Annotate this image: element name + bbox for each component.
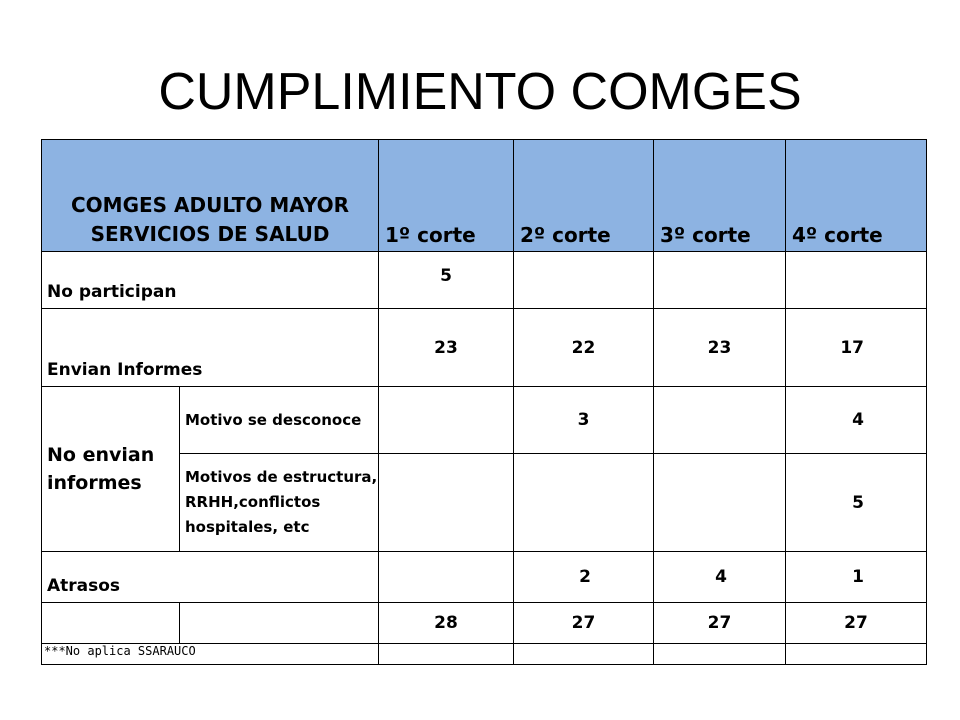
header-corte-2: 2º corte (514, 140, 654, 252)
sub-label: Motivos de estructura, RRHH,conflictos hospitales, etc (180, 454, 379, 552)
cell: 5 (786, 454, 927, 552)
total-cell: 27 (654, 603, 786, 644)
empty-cell (514, 644, 654, 665)
row-no-participan (42, 252, 927, 309)
row-atrasos (42, 552, 927, 603)
total-cell: 27 (786, 603, 927, 644)
header-row (42, 140, 927, 252)
footnote-row (42, 644, 927, 665)
header-corte-4: 4º corte (786, 140, 927, 252)
cell (379, 454, 514, 552)
header-corte-1: 1º corte (379, 140, 514, 252)
slide-title: CUMPLIMIENTO COMGES (158, 63, 802, 121)
header-corner: COMGES ADULTO MAYOR SERVICIOS DE SALUD (42, 140, 379, 252)
row-motivo-desconoce (42, 387, 927, 454)
row-label: Atrasos (42, 552, 379, 603)
cell: 4 (654, 552, 786, 603)
footnote: ***No aplica SSARAUCO (42, 644, 379, 665)
cell (654, 387, 786, 454)
sub-label: Motivo se desconoce (180, 387, 379, 454)
row-totales (42, 603, 927, 644)
cell: 4 (786, 387, 927, 454)
cell: 17 (786, 309, 927, 387)
row-label: Envian Informes (42, 309, 379, 387)
cell (654, 454, 786, 552)
total-cell: 28 (379, 603, 514, 644)
comges-table (41, 139, 927, 665)
cell (786, 252, 927, 309)
cell: 22 (514, 309, 654, 387)
cell: 5 (379, 252, 514, 309)
cell: 3 (514, 387, 654, 454)
empty-cell (786, 644, 927, 665)
cell (654, 252, 786, 309)
cell (379, 552, 514, 603)
cell: 23 (654, 309, 786, 387)
total-cell: 27 (514, 603, 654, 644)
empty-cell (654, 644, 786, 665)
row-label: No participan (42, 252, 379, 309)
cell: 1 (786, 552, 927, 603)
cell (514, 252, 654, 309)
cell (514, 454, 654, 552)
row-envian (42, 309, 927, 387)
cell: 2 (514, 552, 654, 603)
cell: 23 (379, 309, 514, 387)
empty-cell (42, 603, 180, 644)
cell (379, 387, 514, 454)
row-label-no-envian: No envian informes (42, 387, 180, 552)
header-corte-3: 3º corte (654, 140, 786, 252)
empty-cell (180, 603, 379, 644)
empty-cell (379, 644, 514, 665)
